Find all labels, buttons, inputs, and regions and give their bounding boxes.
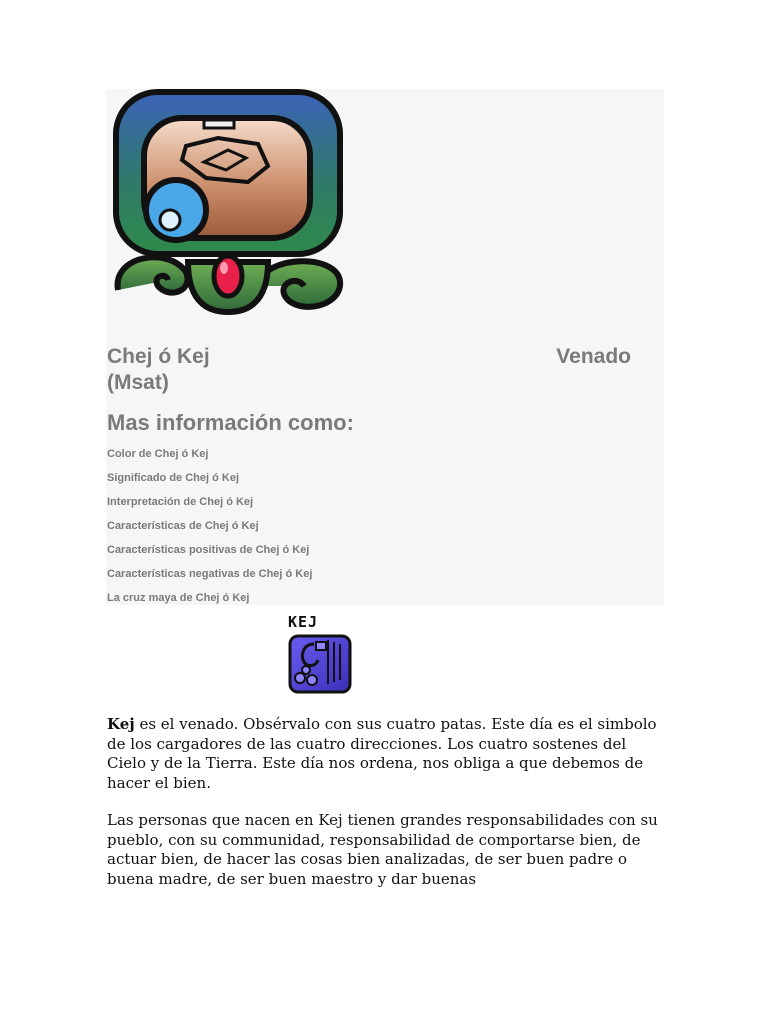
link-color[interactable]: Color de Chej ó Kej [107, 448, 209, 460]
link-significado[interactable]: Significado de Chej ó Kej [107, 472, 240, 484]
paragraph-1-rest: es el venado. Obsérvalo con sus cuatro patas. Este día es el simbolo de los cargadores de las cuatro direcciones. Los cuatro sostenes del Cielo y de la Tierra. Este día nos ordena, nos obliga a que debemos de hacer el bien. [107, 715, 657, 792]
kej-glyph-color-icon [108, 86, 348, 318]
link-caracteristicas-positivas[interactable]: Características positivas de Chej ó Kej [107, 544, 310, 556]
link-caracteristicas-negativas[interactable]: Características negativas de Chej ó Kej [107, 568, 313, 580]
kej-glyph-purple-icon [288, 634, 352, 694]
day-meaning-title: Venado [556, 345, 631, 368]
paragraph-2: Las personas que nacen en Kej tienen grandes responsabilidades con su pueblo, con su communidad, responsabilidad de comportarse bien, de actuar bien, de hacer las cosas bien analizadas, de ser buen padre o buena madre, de ser buen maestro y dar buenas [107, 811, 658, 888]
paragraph-1 [107, 715, 667, 793]
more-info-heading: Mas información como: [107, 410, 354, 435]
body-text [107, 715, 667, 907]
link-cruz-maya[interactable]: La cruz maya de Chej ó Kej [107, 592, 250, 604]
kej-glyph-label: KEJ [288, 613, 319, 631]
link-caracteristicas[interactable]: Características de Chej ó Kej [107, 520, 259, 532]
more-info-links [107, 447, 312, 615]
paragraph-1-bold: Kej [107, 715, 135, 733]
day-alt-name: (Msat) [107, 371, 169, 394]
day-name-title: Chej ó Kej [107, 345, 210, 368]
link-interpretacion[interactable]: Interpretación de Chej ó Kej [107, 496, 254, 508]
